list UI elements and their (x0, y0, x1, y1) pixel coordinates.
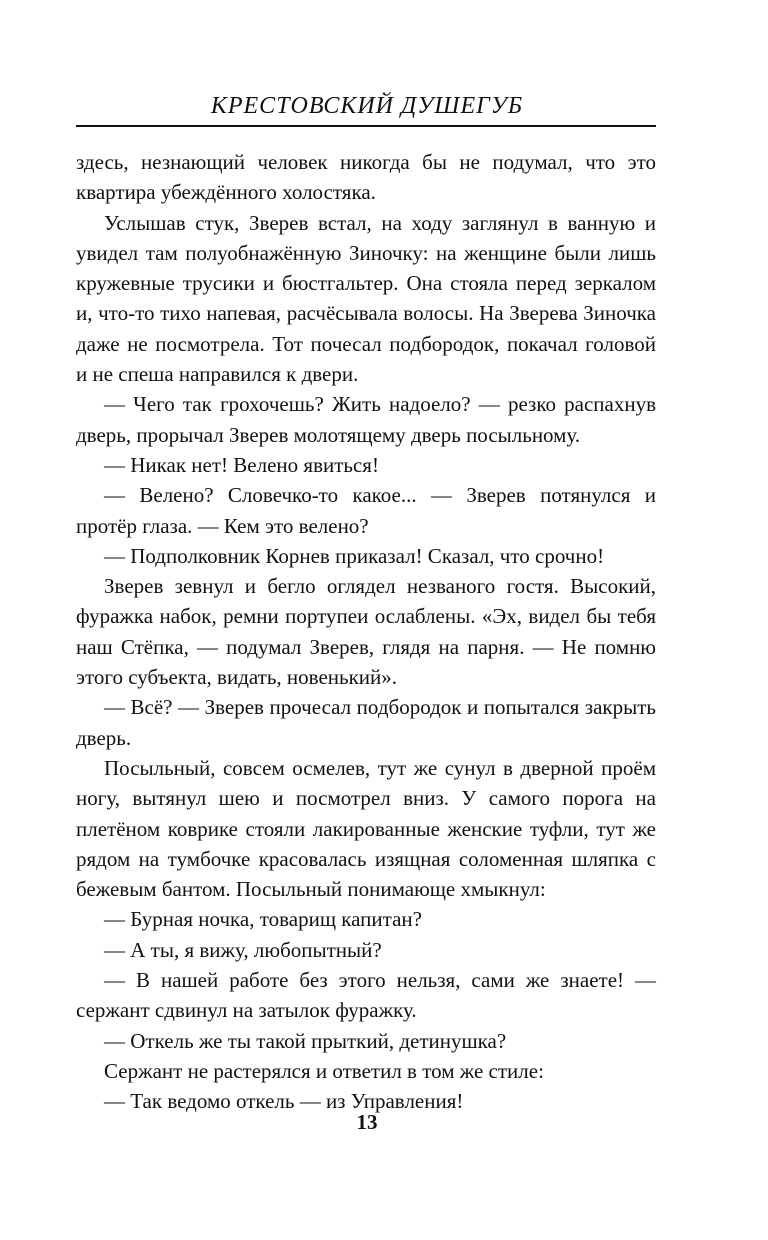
paragraph: — Никак нет! Велено явиться! (104, 452, 379, 477)
running-header: КРЕСТОВСКИЙ ДУШЕГУБ (210, 93, 524, 119)
paragraph: Зверев зевнул и бегло оглядел незваного гостя. Высокий, фуражка набок, ремни портупеи ослаблены. «Эх, видел бы тебя наш Стёпка, — подумал Зверев, глядя на парня. — Не помню этого субъекта, видать, новенький». (76, 574, 656, 690)
paragraph: Услышав стук, Зверев встал, на ходу заглянул в ванную и увидел там полуобнажённую Зиночку: на женщине были лишь кружевные трусики и бюстгальтер. Она стояла перед зеркалом и, что-то тихо напевая, расчёсывала волосы. На Зверева Зиночка даже не посмотрела. Тот почесал подбородок, покачал головой и не спеша направился к двери. (76, 210, 656, 387)
paragraph: — Чего так грохочешь? Жить надоело? — резко распахнув дверь, прорычал Зверев молотящему дверь посыльному. (76, 392, 656, 447)
paragraph: Сержант не растерялся и ответил в том же стиле: (104, 1058, 544, 1083)
paragraph: Посыльный, совсем осмелев, тут же сунул в дверной проём ногу, вытянул шею и посмотрел вниз. У самого порога на плетёном коврике стояли лакированные женские туфли, тут же рядом на тумбочке красовалась изящная соломенная шляпка с бежевым бантом. Посыльный понимающе хмыкнул: (76, 755, 656, 902)
paragraph: — Всё? — Зверев прочесал подбородок и попытался закрыть дверь. (76, 695, 656, 750)
paragraph: — Так ведомо откель — из Управления! (104, 1089, 464, 1114)
page-number: 13 (356, 1110, 378, 1134)
paragraph: — Подполковник Корнев приказал! Сказал, что срочно! (104, 543, 605, 568)
paragraph: — Велено? Словечко-то какое... — Зверев потянулся и протёр глаза. — Кем это велено? (76, 483, 656, 538)
paragraph: здесь, незнающий человек никогда бы не подумал, что это квартира убеждённого холостяка. (76, 150, 656, 205)
paragraph: — А ты, я вижу, любопытный? (104, 937, 382, 962)
paragraph: — Бурная ночка, товарищ капитан? (104, 907, 422, 932)
paragraph: — Откель же ты такой прыткий, детинушка? (104, 1028, 507, 1053)
body-text (76, 147, 656, 1117)
header-rule (76, 125, 656, 127)
paragraph: — В нашей работе без этого нельзя, сами же знаете! — сержант сдвинул на затылок фуражку. (76, 968, 656, 1023)
